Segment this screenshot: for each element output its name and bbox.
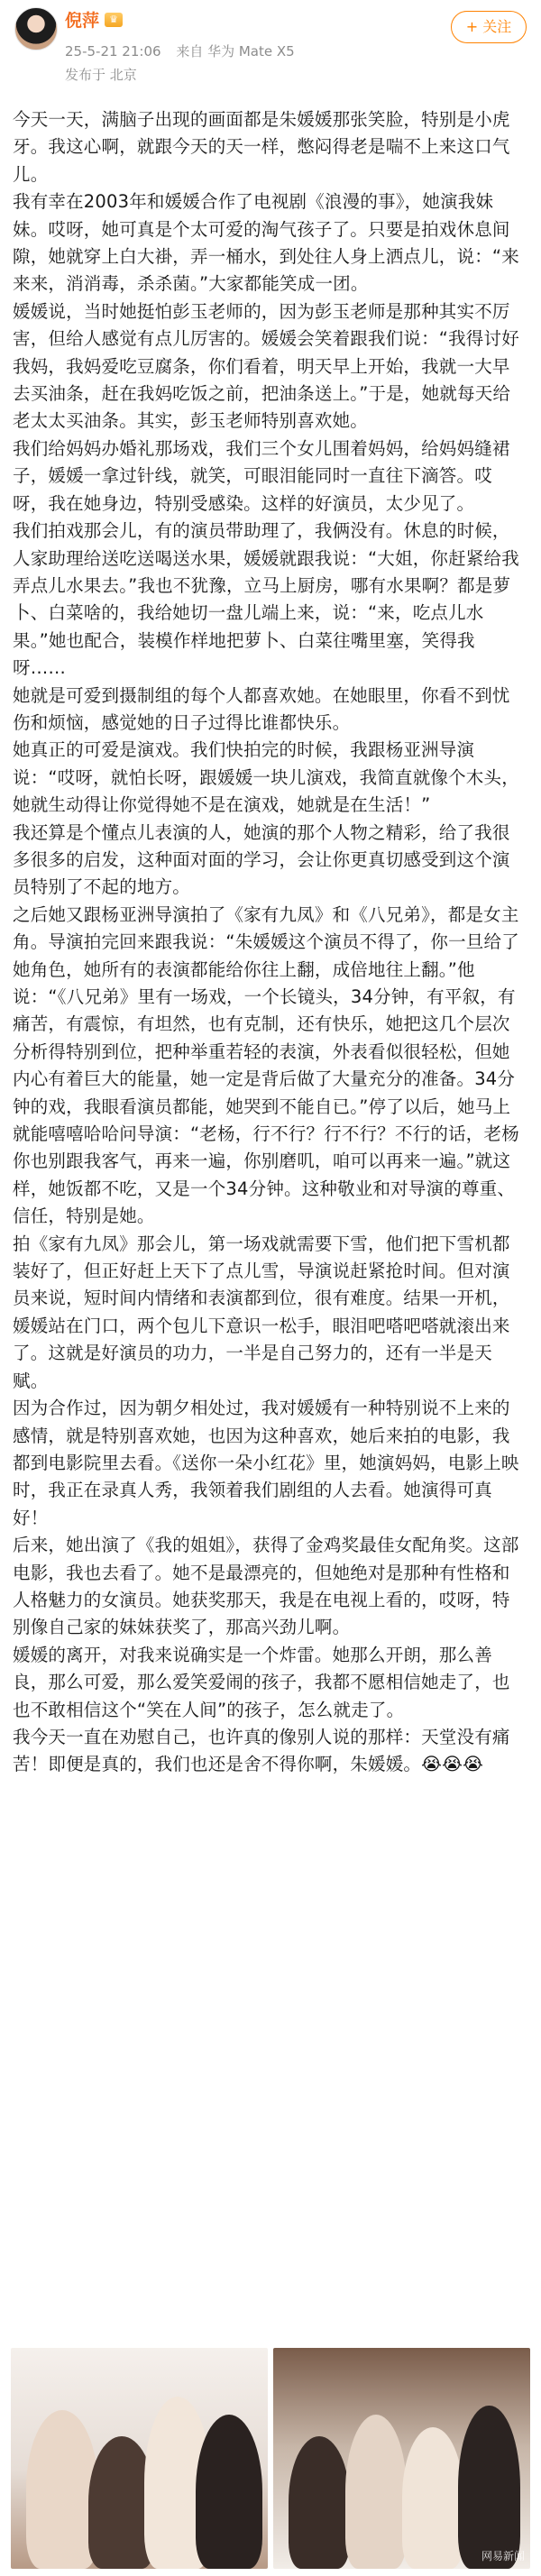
- author-row: [65, 7, 123, 32]
- photo-grid: [11, 2348, 530, 2569]
- post-paragraph: 我今天一直在劝慰自己，也许真的像别人说的那样：天堂没有痛苦！即便是真的，我们也还是舍不得你啊，朱媛媛。😭😭😭: [13, 1726, 510, 1775]
- photo-group-left[interactable]: [11, 2348, 268, 2569]
- post-paragraph: 她真正的可爱是演戏。我们快拍完的时候，我跟杨亚洲导演说：“哎呀，就怕长呀，跟媛媛一块儿演戏，我简直就像个木头，她就生动得让你觉得她不是在演戏，她就是在生活！”: [13, 739, 519, 816]
- person-figure: [458, 2406, 519, 2569]
- post-meta: [65, 40, 306, 87]
- post-paragraph: 拍《家有九凤》那会儿，第一场戏就需要下雪，他们把下雪机都装好了，但正好赶上天下了点儿雪，导演说赶紧抢时间。但对演员来说，短时间内情绪和表演都到位，很有难度。结果一开机，媛媛站在门口，两个包儿下意识一松手，眼泪吧嗒吧嗒就滚出来了。这就是好演员的功力，一半是自己努力的，还有一半是天赋。: [13, 1233, 510, 1391]
- post-paragraph: 我有幸在2003年和媛媛合作了电视剧《浪漫的事》，她演我妹妹。哎呀，她可真是个太可爱的淘气孩子了。只要是拍戏休息间隙，她就穿上白大褂，弄一桶水，到处往人身上洒点儿，说：“来来来，消消毒，杀杀菌。”大家都能笑成一团。: [13, 191, 519, 295]
- post-location: 发布于 北京: [65, 67, 137, 83]
- post-source: 来自 华为 Mate X5: [176, 43, 295, 60]
- avatar[interactable]: [14, 7, 58, 50]
- person-figure: [402, 2427, 463, 2569]
- photo-group-right[interactable]: [273, 2348, 530, 2569]
- post-header: [0, 0, 541, 101]
- person-figure: [196, 2415, 262, 2570]
- post-paragraph: 我还算是个懂点儿表演的人，她演的那个人物之精彩，给了我很多很多的启发，这种面对面的学习，会让你更真切感受到这个演员特别了不起的地方。: [13, 821, 510, 898]
- author-name[interactable]: 倪萍: [65, 11, 100, 31]
- post-paragraph: 今天一天，满脑子出现的画面都是朱媛媛那张笑脸，特别是小虎牙。我这心啊，就跟今天的天一样，憋闷得老是喘不上来这口气儿。: [13, 109, 510, 185]
- vip-crown-icon: ♛: [105, 13, 123, 27]
- post-paragraph: 媛媛说，当时她挺怕彭玉老师的，因为彭玉老师是那种其实不厉害，但给人感觉有点儿厉害的。媛媛会笑着跟我们说：“我得讨好我妈，我妈爱吃豆腐条，你们看着，明天早上开始，我就一大早去买油条，赶在我妈吃饭之前，把油条送上。”于是，她就每天给老太太买油条。其实，彭玉老师特别喜欢她。: [13, 300, 519, 432]
- post-paragraph: 之后她又跟杨亚洲导演拍了《家有九凤》和《八兄弟》，都是女主角。导演拍完回来跟我说：“朱媛媛这个演员不得了，你一旦给了她角色，她所有的表演都能给你往上翻，成倍地往上翻。”他说：“《八兄弟》里有一场戏，一个长镜头，34分钟，有平叙，有痛苦，有震惊，有坦然，也有克制，还有快乐，她把这几个层次分析得特别到位，把种举重若轻的表演，外表看似很轻松，但她内心有着巨大的能量，她一定是背后做了大量充分的准备。34分钟的戏，我眼看演员都能，她哭到不能自已。”停了以后，她马上就能嘻嘻哈哈问导演：“老杨，行不行？行不行？不行的话，老杨你也别跟我客气，再来一遍，你别磨叽，咱可以再来一遍。”就这样，她饭都不吃，又是一个34分钟。这种敬业和对导演的尊重、信任，特别是她。: [13, 903, 519, 1227]
- person-figure: [26, 2410, 98, 2569]
- post-body: [13, 106, 523, 1779]
- watermark: 网易新闻: [481, 2550, 525, 2562]
- post-paragraph: 我们拍戏那会儿，有的演员带助理了，我俩没有。休息的时候，人家助理给送吃送喝送水果，媛媛就跟我说：“大姐，你赶紧给我弄点儿水果去。”我也不犹豫，立马上厨房，哪有水果啊？都是萝卜、白菜啥的，我给她切一盘儿端上来，说：“来，吃点儿水果。”她也配合，装模作样地把萝卜、白菜往嘴里塞，笑得我呀……: [13, 520, 519, 679]
- post-paragraph: 媛媛的离开，对我来说确实是一个炸雷。她那么开朗，那么善良，那么可爱，那么爱笑爱闹的孩子，我都不愿相信她走了，也也不敢相信这个“笑在人间”的孩子，怎么就走了。: [13, 1644, 510, 1720]
- post-paragraph: 她就是可爱到摄制组的每个人都喜欢她。在她眼里，你看不到忧伤和烦恼，感觉她的日子过得比谁都快乐。: [13, 684, 510, 733]
- post-timestamp: 25-5-21 21:06: [65, 43, 161, 60]
- post-paragraph: 因为合作过，因为朝夕相处过，我对媛媛有一种特别说不上来的感情，就是特别喜欢她，也因为这种喜欢，她后来拍的电影，我都到电影院里去看。《送你一朵小红花》里，她演妈妈，电影上映时，我正在录真人秀，我领着我们剧组的人去看。她演得可真好！: [13, 1398, 519, 1528]
- person-figure: [345, 2415, 407, 2570]
- post-paragraph: 后来，她出演了《我的姐姐》，获得了金鸡奖最佳女配角奖。这部电影，我也去看了。她不是最漂亮的，但她绝对是那种有性格和人格魅力的女演员。她获奖那天，我是在电视上看的，哎呀，特别像自己家的妹妹获奖了，那高兴劲儿啊。: [13, 1535, 519, 1638]
- post-paragraph: 我们给妈妈办婚礼那场戏，我们三个女儿围着妈妈，给妈妈缝裙子，媛媛一拿过针线，就笑，可眼泪能同时一直往下滴答。哎呀，我在她身边，特别受感染。这样的好演员，太少见了。: [13, 437, 510, 514]
- person-figure: [289, 2436, 350, 2569]
- follow-button[interactable]: + 关注: [451, 11, 527, 43]
